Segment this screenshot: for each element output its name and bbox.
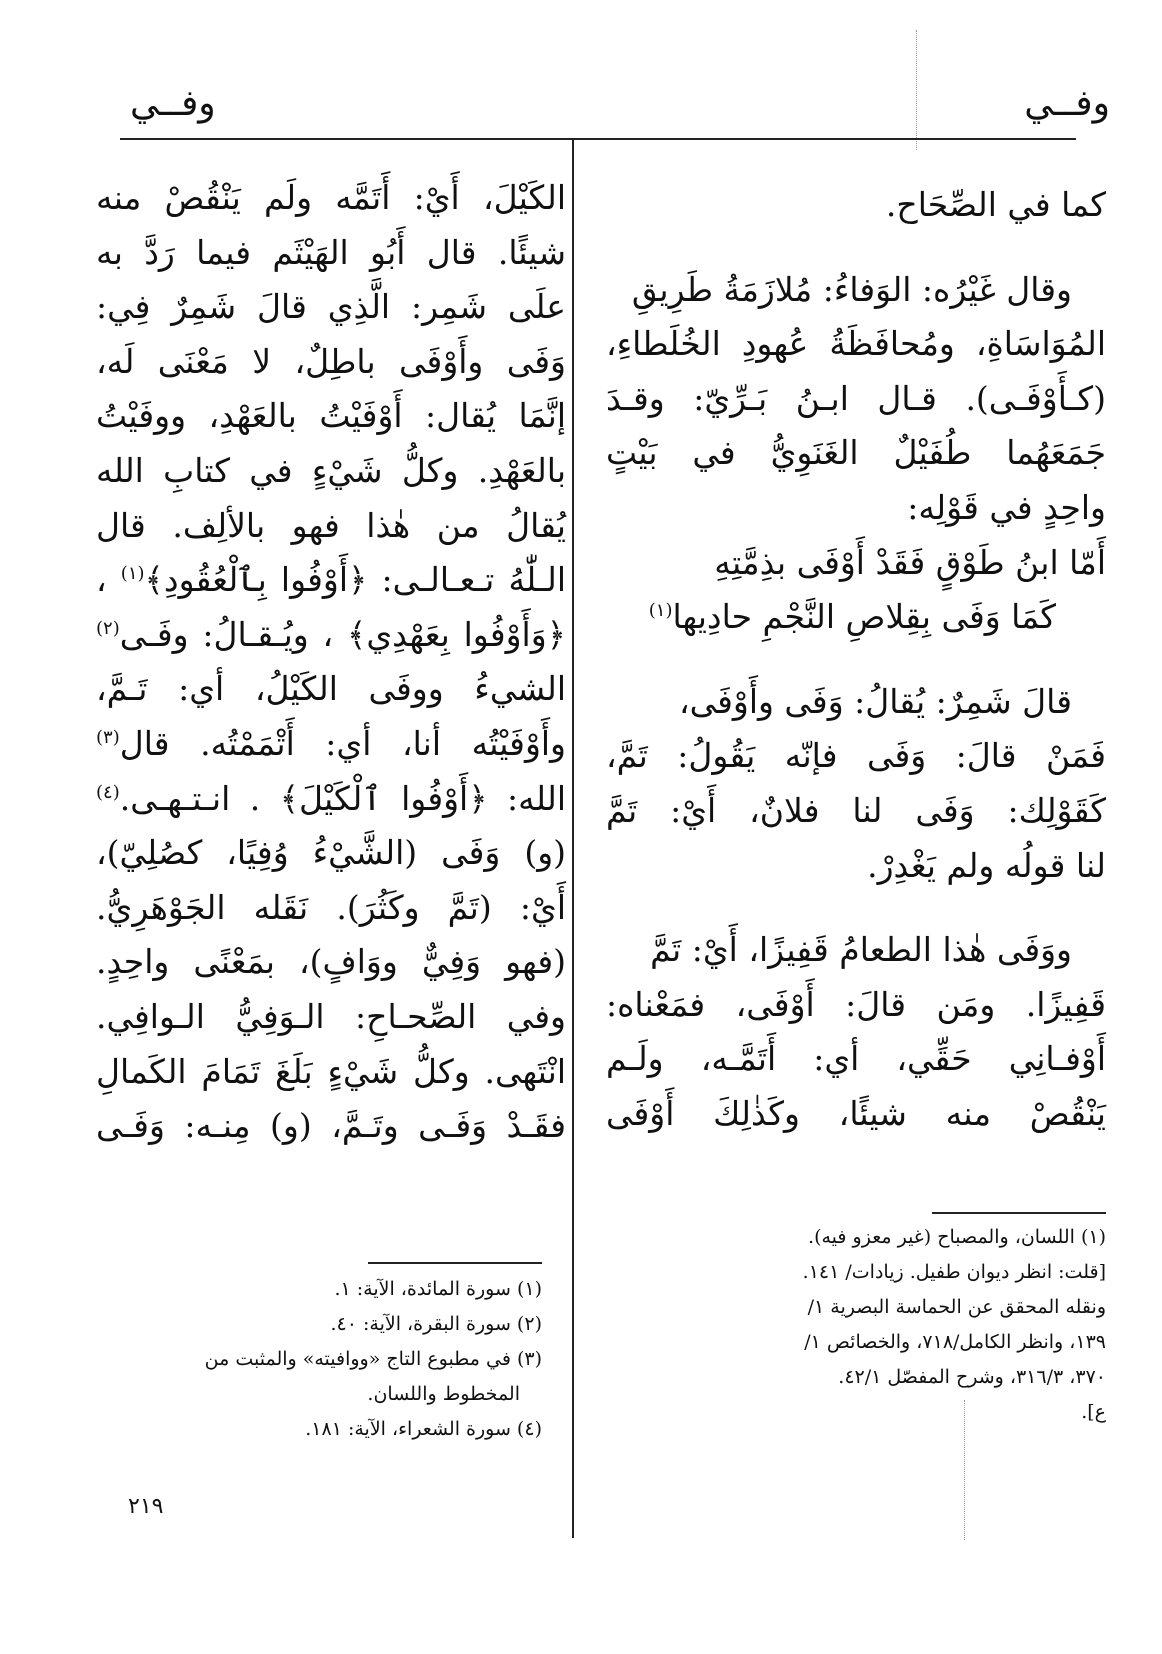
text-line: لنا قولُه ولم يَغْدِرْ. [867,845,1106,885]
quran-quote-line: الـلّٰهُ تـعـالـى: ﴿أَوْفُوا بِٱلْعُقُودِ﴾ [144,560,566,600]
text-line: وقال غَيْرُه: الوَفاءُ: مُلازَمَةُ طَرِيقِ [631,269,1072,309]
left-column [96,171,566,1154]
footnotes-left [42,1272,542,1447]
text-line: كما في الصِّحَاح. [885,185,1106,224]
text-line [96,772,566,827]
text-line [96,608,566,663]
footnote-rule-left [368,1262,542,1264]
footnote-line: المخطوط واللسان. [367,1383,520,1405]
verse-text: كَمَا وَفَى بِقِلاصِ النَّجْمِ حادِيها [672,597,1056,637]
verse-line [606,590,1106,645]
footnote-mark: (١) [648,600,673,622]
quran-quote-line: الله: ﴿أَوْفُوا ٱلْكَيْلَ﴾ . انـتـهـى. [119,778,566,818]
footnote-line: [قلت: انظر ديوان طفيل. زيادات/ ١٤١. [802,1261,1106,1283]
footnote-line: (١) اللسان، والمصباح (غير معزو فيه). [808,1226,1106,1248]
text-line: الشيءُ ووفَى الكَيْلُ، أي: تَـمَّ، [96,669,566,709]
text-line: قَفِيزًا. ومَن قالَ: أَوْفَى، فمَعْناه: [606,984,1106,1024]
column-divider [572,138,574,1538]
text-line: إنَّمَا يُقال: أَوْفَيْتُ بالعَهْدِ، ووفَيْتُ [96,396,566,436]
footnote-line: (١) سورة المائدة، الآية: ١. [334,1278,542,1300]
footnote-line: (٤) سورة الشعراء، الآية: ١٨١. [305,1418,542,1440]
text-line: فقَـدْ وَفَـى وتَـمَّ، (و) مِنـه: وَفَـى [96,1106,566,1146]
quran-quote-line: ﴿وَأَوْفُوا بِعَهْدِي﴾ ، ويُـقـالُ: وفَـى [119,614,566,654]
header-rule [120,138,1076,140]
text-segment: وأَوْفَيْتُه أنا، أي: أَتْمَمْتُه. قال [119,723,566,763]
text-line [96,717,566,772]
text-line: يَنْقُصْ منه شيئًا، وكَذٰلِكَ أَوْفَى [606,1093,1106,1133]
footnote-mark: (٢) [96,617,120,639]
header-keyword-left: وفــي [130,83,216,124]
scan-dots [916,30,918,150]
text-line: (و) وَفَى (الشَّيْءُ وُفِيًا، كصُلِيّ)، [96,833,566,873]
text-line: (فهو وَفِيٌّ ووَافٍ)، بمَعْنًى واحِدٍ. [96,942,566,982]
page-number: ٢١٩ [128,1494,164,1519]
footnote-line: ١٣٩، وانظر الكامل/٧١٨، والخصائص ١/ [804,1331,1106,1353]
text-line: انْتَهى. وكلُّ شَيْءٍ بَلَغَ تَمَامَ الكَمالِ [96,1051,566,1091]
text-line: المُوَاسَاةِ، ومُحافَظَةُ عُهودِ الخُلَطاءِ، [606,324,1106,364]
header-keyword-right: وفــي [1024,83,1110,124]
text-line: جَمَعَهُما طُفَيْلٌ الغَنَوِيُّ في بَيْتٍ [606,433,1106,473]
right-column [606,178,1106,1142]
text-line: وفي الصِّحـاحِ: الـوَفِيُّ الـوافِي. [96,996,566,1036]
footnote-line: (٢) سورة البقرة، الآية: ٤٠. [330,1313,542,1335]
text-line: أَوْفـانِي حَقِّي، أي: أَتَمَّـه، ولَـم [606,1039,1106,1079]
footnote-line: ٣٧٠، ٣١٦/٣، وشرح المفصّل ٤٢/١. [838,1366,1106,1388]
footnote-mark: (٤) [96,781,120,803]
text-line: كَقَوْلِك: وَفَى لنا فلانٌ، أَيْ: تَمَّ [606,790,1106,830]
text-line: (كـأَوْفَـى). قـال ابـنُ بَـرِّيّ: وقـدَ [606,378,1106,418]
footnote-line: ونقله المحقق عن الحماسة البصرية ١/ [807,1296,1106,1318]
text-line: قالَ شَمِرٌ: يُقالُ: وَفَى وأَوْفَى، [678,681,1072,721]
text-line: أَيْ: (تَمَّ وكَثُرَ). نَقَله الجَوْهَرِيُّ. [96,887,566,927]
text-line: الكَيْلَ، أَيْ: أَتَمَّه ولَم يَنْقُصْ منه [96,178,566,217]
text-line: شيئًا. قال أَبُو الهَيْثَم فيما رَدَّ به [96,232,566,272]
text-line: فَمَنْ قالَ: وَفَى فإنّه يَقُولُ: تَمَّ، [606,736,1106,776]
text-line: ووَفَى هٰذا الطعامُ قَفِيزًا، أَيْ: تَمَّ [650,930,1072,970]
footnote-rule-right [932,1212,1106,1214]
text-line: يُقالُ من هٰذا فهو بالألِف. قال [96,505,566,545]
text-line: بالعَهْدِ. وكلُّ شَيْءٍ في كتابِ الله [96,450,566,490]
text-line: الـلّٰهُ تـعـالـى: ﴿أَوْفُوا بِٱلْعُقُودِ﴾$^{(١)}$ ، [96,560,566,600]
text-line: واحِدٍ في قَوْلِه: [907,487,1106,527]
footnote-line: (٣) في مطبوع التاج «ووافيته» والمثبت من [204,1348,542,1370]
text-line: وَفَى وأَوْفَى باطِلٌ، لا مَعْنَى لَه، [96,341,566,381]
text-line: علَى شَمِر: الَّذِي قالَ شَمِرٌ فِي: [96,287,566,327]
footnote-mark: (٣) [96,726,120,748]
footnote-line: ع]. [1081,1401,1106,1423]
verse-line: أَمّا ابنُ طَوْقٍ فَقَدْ أَوْفَى بذِمَّتِهِ [714,542,1106,582]
footnotes-right [606,1220,1106,1430]
footnote-mark: (١) [120,563,145,585]
